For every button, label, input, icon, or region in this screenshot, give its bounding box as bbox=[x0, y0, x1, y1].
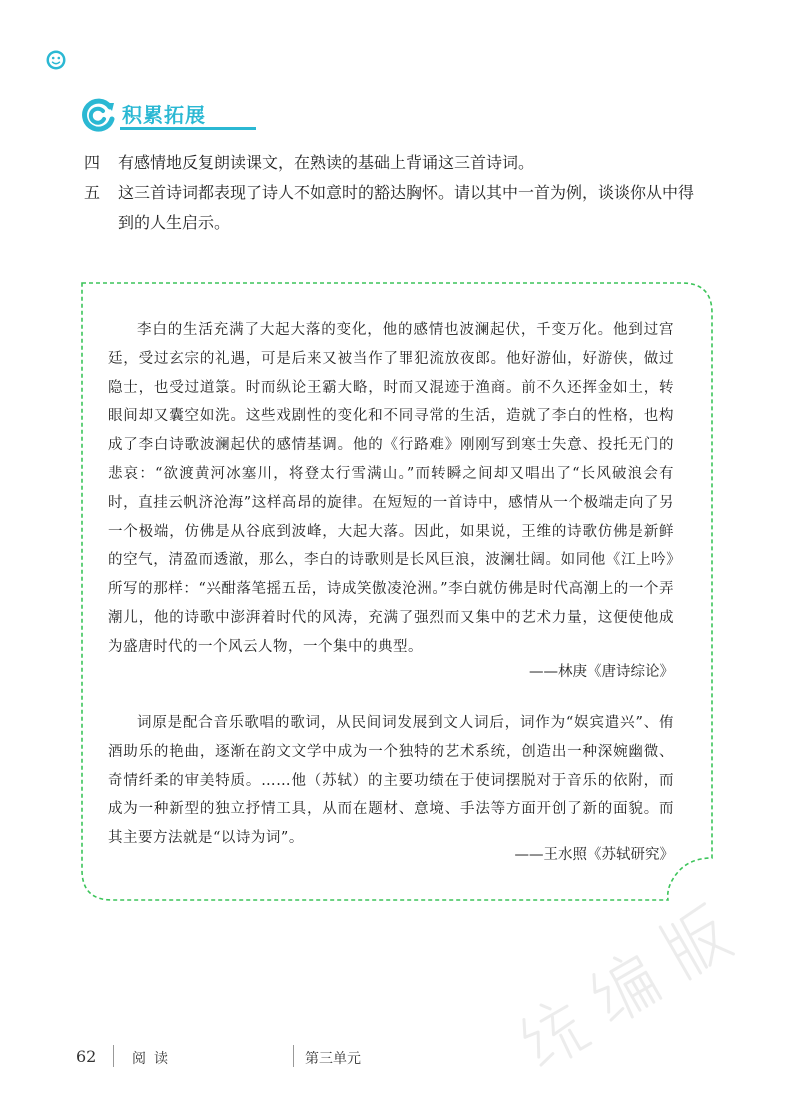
footer-section-label: 阅读 bbox=[132, 1051, 176, 1067]
section-title: 积累拓展 bbox=[122, 103, 206, 127]
task-text: 有感情地反复朗读课文，在熟读的基础上背诵这三首诗词。 bbox=[118, 153, 535, 172]
excerpt-source: ——王水照《苏轼研究》 bbox=[514, 847, 674, 863]
excerpt-paragraph: 李白的生活充满了大起大落的变化，他的感情也波澜起伏，千变万化。他到过宫廷，受过玄宗的礼遇，可是后来又被当作了罪犯流放夜郎。他好游仙，好游侠，做过隐士，也受过道箓。时而纵论王霸大略，时而又混迹于渔商。前不久还挥金如土，转眼间却又囊空如洗。这些戏剧性的变化和不同寻常的生活，造就了李白的性格，也构成了李白诗歌波澜起伏的感情基调。他的《行路难》刚刚写到寒士失意、投托无门的悲哀：“欲渡黄河冰塞川，将登太行雪满山。”而转瞬之间却又唱出了“长风破浪会有时，直挂云帆济沧海”这样高昂的旋律。在短短的一首诗中，感情从一个极端走向了另一个极端，仿佛是从谷底到波峰，大起大落。因此，如果说，王维的诗歌仿佛是新鲜的空气，清盈而透澈，那么，李白的诗歌则是长风巨浪，波澜壮阔。如同他《江上吟》所写的那样：“兴酣落笔摇五岳，诗成笑傲凌沧洲。”李白就仿佛是时代高潮上的一个弄潮儿，他的诗歌中澎湃着时代的风涛，充满了强烈而又集中的艺术力量，这便使他成为盛唐时代的一个风云人物，一个集中的典型。 bbox=[108, 322, 674, 655]
page-footer bbox=[0, 1045, 800, 1075]
task-number: 五 bbox=[84, 183, 101, 202]
swirl-icon bbox=[80, 97, 116, 133]
task-text: 这三首诗词都表现了诗人不如意时的豁达胸怀。请以其中一首为例，谈谈你从中得到的人生启示。 bbox=[118, 183, 695, 232]
page-number: 62 bbox=[76, 1047, 97, 1066]
task-number: 四 bbox=[84, 153, 101, 172]
section-header bbox=[80, 95, 260, 135]
smiley-icon bbox=[45, 49, 67, 71]
footer-unit-label: 第三单元 bbox=[305, 1051, 361, 1067]
excerpt-source: ——林庚《唐诗综论》 bbox=[529, 664, 674, 680]
footer-divider bbox=[293, 1045, 294, 1067]
section-title-underline bbox=[120, 127, 256, 130]
footer-divider bbox=[113, 1045, 114, 1067]
edition-watermark bbox=[505, 870, 745, 1120]
excerpt-paragraph: 词原是配合音乐歌唱的歌词，从民间词发展到文人词后，词作为“娱宾遣兴”、侑酒助乐的艳曲，逐渐在韵文文学中成为一个独特的艺术系统，创造出一种深婉幽微、奇情纤柔的审美特质。……他（苏轼）的主要功绩在于使词摆脱对于音乐的依附，而成为一种新型的独立抒情工具，从而在题材、意境、手法等方面开创了新的面貌。而其主要方法就是“以诗为词”。 bbox=[108, 715, 674, 847]
